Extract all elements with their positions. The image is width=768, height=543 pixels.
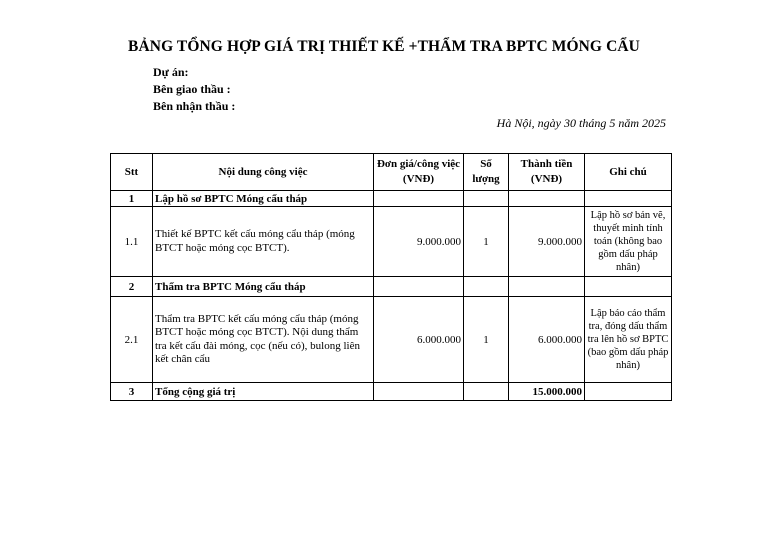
row-amount: 6.000.000 bbox=[509, 297, 585, 383]
row-stt: 3 bbox=[111, 383, 153, 401]
row-amount bbox=[509, 191, 585, 207]
row-content: Thẩm tra BPTC kết cấu móng cẩu tháp (móng BTCT hoặc móng cọc BTCT). Nội dung thẩm tra kết cấu đài móng, cọc (nếu có), bulong liên kết chân cẩu bbox=[153, 297, 374, 383]
row-note bbox=[585, 191, 672, 207]
header-stt: Stt bbox=[111, 154, 153, 191]
header-content: Nội dung công việc bbox=[153, 154, 374, 191]
row-quantity bbox=[464, 191, 509, 207]
table-total-row bbox=[111, 383, 672, 401]
row-stt: 1 bbox=[111, 191, 153, 207]
row-quantity bbox=[464, 383, 509, 401]
row-amount: 9.000.000 bbox=[509, 207, 585, 277]
row-quantity bbox=[464, 277, 509, 297]
row-stt: 2 bbox=[111, 277, 153, 297]
document-title: BẢNG TỔNG HỢP GIÁ TRỊ THIẾT KẾ +THẨM TRA BPTC MÓNG CẨU bbox=[128, 38, 640, 55]
row-note bbox=[585, 277, 672, 297]
table-row bbox=[111, 207, 672, 277]
row-amount: 15.000.000 bbox=[509, 383, 585, 401]
row-stt: 2.1 bbox=[111, 297, 153, 383]
table-row bbox=[111, 191, 672, 207]
receiver-label: Bên nhận thầu : bbox=[153, 99, 236, 113]
row-unit-price bbox=[374, 383, 464, 401]
contractor-label: Bên giao thầu : bbox=[153, 82, 231, 96]
row-content: Tổng cộng giá trị bbox=[153, 383, 374, 401]
row-stt: 1.1 bbox=[111, 207, 153, 277]
row-content: Lập hồ sơ BPTC Móng cẩu tháp bbox=[153, 191, 374, 207]
row-amount bbox=[509, 277, 585, 297]
cost-summary-table bbox=[110, 153, 672, 401]
header-unit-price: Đơn giá/công việc (VNĐ) bbox=[374, 154, 464, 191]
row-unit-price bbox=[374, 191, 464, 207]
header-note: Ghi chú bbox=[585, 154, 672, 191]
table-row bbox=[111, 297, 672, 383]
row-note: Lập hồ sơ bản vẽ, thuyết minh tính toán (không bao gồm dấu pháp nhân) bbox=[585, 207, 672, 277]
table-header-row bbox=[111, 154, 672, 191]
row-content: Thiết kế BPTC kết cấu móng cẩu tháp (móng BTCT hoặc móng cọc BTCT). bbox=[153, 207, 374, 277]
header-amount: Thành tiền (VNĐ) bbox=[509, 154, 585, 191]
row-quantity: 1 bbox=[464, 297, 509, 383]
row-note bbox=[585, 383, 672, 401]
row-unit-price bbox=[374, 277, 464, 297]
row-quantity: 1 bbox=[464, 207, 509, 277]
header-quantity: Số lượng bbox=[464, 154, 509, 191]
row-note: Lập báo cáo thẩm tra, đóng dấu thẩm tra lên hồ sơ BPTC (bao gồm dấu pháp nhân) bbox=[585, 297, 672, 383]
row-content: Thẩm tra BPTC Móng cẩu tháp bbox=[153, 277, 374, 297]
row-unit-price: 6.000.000 bbox=[374, 297, 464, 383]
table-row bbox=[111, 277, 672, 297]
project-label: Dự án: bbox=[153, 65, 189, 79]
date-line: Hà Nội, ngày 30 tháng 5 năm 2025 bbox=[496, 116, 666, 130]
row-unit-price: 9.000.000 bbox=[374, 207, 464, 277]
